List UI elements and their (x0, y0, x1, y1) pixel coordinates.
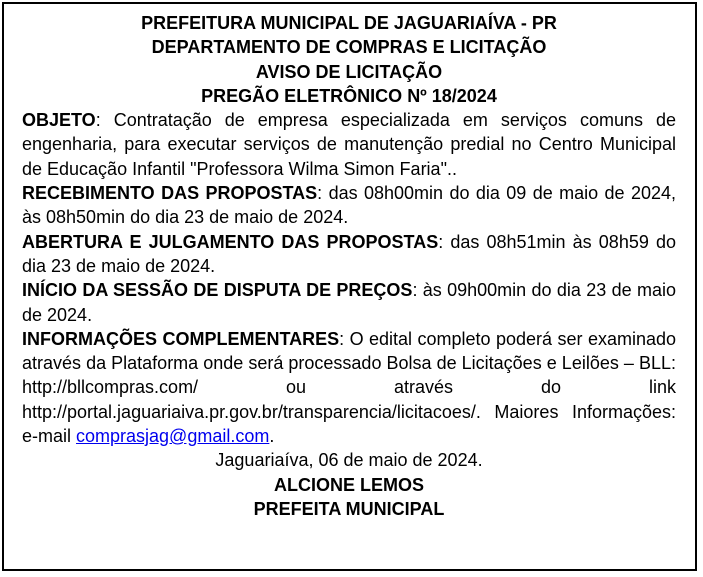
section-abertura (22, 230, 676, 279)
header-pregao-number: PREGÃO ELETRÔNICO Nº 18/2024 (201, 85, 497, 106)
header-notice-type: AVISO DE LICITAÇÃO (255, 61, 443, 82)
recebimento-label: RECEBIMENTO DAS PROPOSTAS (22, 183, 318, 204)
place-date: Jaguariaíva, 06 de maio de 2024. (215, 450, 483, 471)
notice-content (22, 11, 676, 521)
informacoes-label: INFORMAÇÕES COMPLEMENTARES (22, 328, 340, 349)
objeto-label: OBJETO (22, 110, 96, 131)
header-department: DEPARTAMENTO DE COMPRAS E LICITAÇÃO (151, 37, 547, 58)
informacoes-after: . (269, 426, 275, 447)
signer-role: PREFEITA MUNICIPAL (253, 498, 445, 519)
abertura-label: ABERTURA E JULGAMENTO DAS PROPOSTAS (22, 231, 439, 252)
section-recebimento (22, 181, 676, 230)
email-link[interactable]: comprasjag@gmail.com (76, 426, 270, 447)
recebimento-text: : das 08h00min do dia 09 de maio de 2024, às 08h50min do dia 23 de maio de 2024. (22, 183, 676, 228)
section-inicio (22, 278, 676, 327)
section-informacoes (22, 327, 676, 448)
objeto-text: : Contratação de empresa especializada em serviços comuns de engenharia, para executar serviços de manutenção predial no Centro Municipal de Educação Infantil "Professora Wilma Simon Faria".. (22, 110, 676, 179)
signer-name: ALCIONE LEMOS (273, 474, 424, 495)
informacoes-text: : O edital completo poderá ser examinado através da Plataforma onde será processado Bolsa de Licitações e Leilões – BLL: http://bllcompras.com/ ou através do link http://portal.jaguariaiva.pr.gov.br/transparencia/licitacoes/. Maiores Informações: e-mail (22, 328, 677, 447)
section-objeto (22, 108, 676, 181)
abertura-text: : das 08h51min às 08h59 do dia 23 de maio de 2024. (22, 231, 676, 276)
inicio-label: INÍCIO DA SESSÃO DE DISPUTA DE PREÇOS (22, 280, 413, 301)
header-municipality: PREFEITURA MUNICIPAL DE JAGUARIAÍVA - PR (141, 13, 557, 33)
inicio-text: : às 09h00min do dia 23 de maio de 2024. (22, 280, 676, 325)
